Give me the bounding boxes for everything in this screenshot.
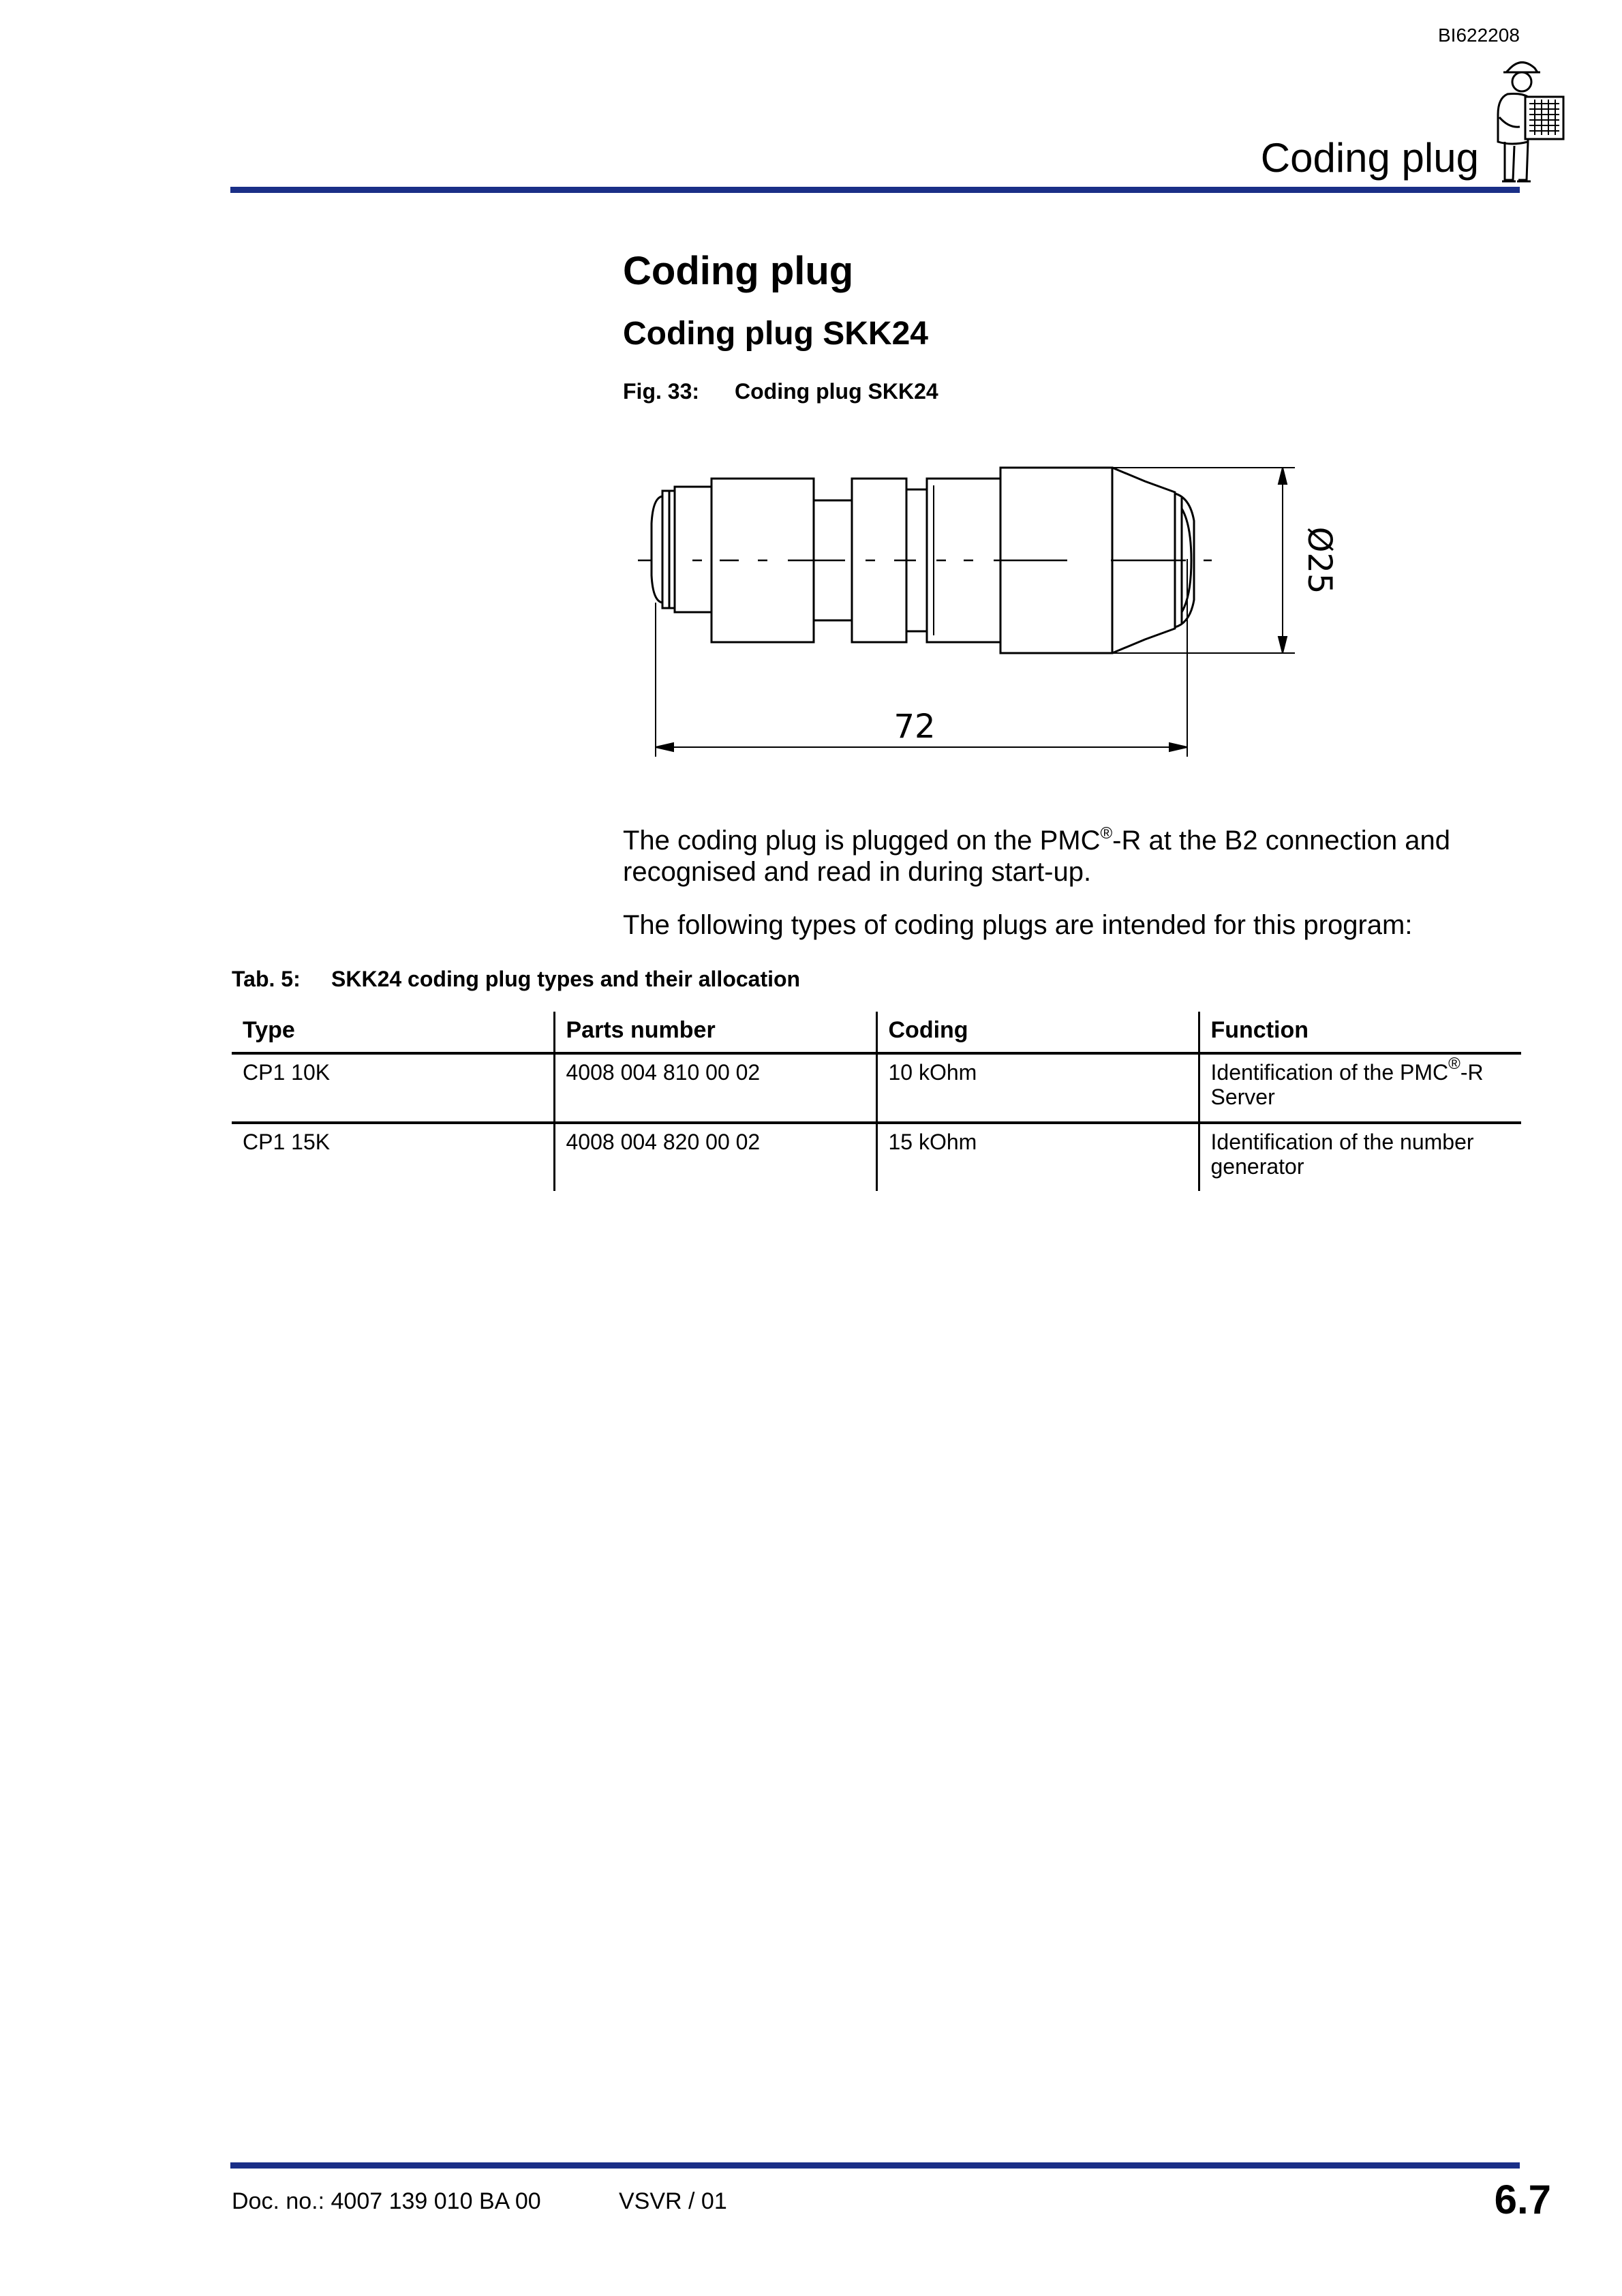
- footer-doc-no: Doc. no.: 4007 139 010 BA 00: [232, 2188, 541, 2214]
- intro-paragraph: [623, 825, 1529, 888]
- table-caption-text: SKK24 coding plug types and their allocation: [331, 967, 801, 991]
- length-label: 72: [893, 708, 936, 746]
- section-heading: Coding plug: [623, 249, 854, 293]
- coding-plug-drawing: [0, 0, 1622, 784]
- cell-parts-number: 4008 004 810 00 02: [554, 1053, 876, 1123]
- function-text-end: -R Server: [1210, 1060, 1484, 1109]
- cell-function: [1199, 1123, 1521, 1191]
- diameter-label: Ø25: [1300, 526, 1338, 594]
- intro-text-start: The coding plug is plugged on the PMC: [623, 826, 1101, 856]
- cell-function: [1199, 1053, 1521, 1123]
- page-number: 6.7: [1494, 2177, 1551, 2222]
- table-row: [232, 1053, 1521, 1123]
- types-paragraph: The following types of coding plugs are intended for this program:: [623, 910, 1413, 940]
- table-header-row: [232, 1012, 1521, 1053]
- cell-type: CP1 15K: [243, 1130, 331, 1154]
- registered-mark: ®: [1448, 1055, 1460, 1073]
- col-function: Function: [1199, 1012, 1521, 1053]
- intro-text-end: -R at the B2 connection and recognised and read in during start-up.: [623, 826, 1451, 887]
- cell-coding: 15 kOhm: [876, 1123, 1199, 1191]
- footer-version: VSVR / 01: [619, 2188, 727, 2214]
- col-parts-number: Parts number: [554, 1012, 876, 1053]
- header-title: Coding plug: [1260, 135, 1479, 181]
- function-text: Identification of the number generator: [1210, 1130, 1474, 1179]
- cell-coding: 10 kOhm: [876, 1053, 1199, 1123]
- table-number: Tab. 5:: [232, 967, 301, 991]
- figure-caption-text: Coding plug SKK24: [735, 379, 938, 404]
- document-id: BI622208: [1438, 25, 1520, 46]
- registered-mark: ®: [1100, 824, 1113, 843]
- col-coding: Coding: [876, 1012, 1199, 1053]
- col-type: Type: [232, 1012, 554, 1053]
- footer-rule: [230, 2162, 1520, 2169]
- function-text-start: Identification of the PMC: [1210, 1060, 1449, 1085]
- figure-number: Fig. 33:: [623, 379, 700, 404]
- coding-plug-table: [232, 1012, 1521, 1191]
- cell-type: CP1 10K: [232, 1053, 554, 1123]
- cell-parts-number: 4008 004 820 00 02: [554, 1123, 876, 1191]
- table-row: [232, 1123, 1521, 1191]
- section-subheading: Coding plug SKK24: [623, 316, 928, 352]
- table-caption: [232, 967, 800, 992]
